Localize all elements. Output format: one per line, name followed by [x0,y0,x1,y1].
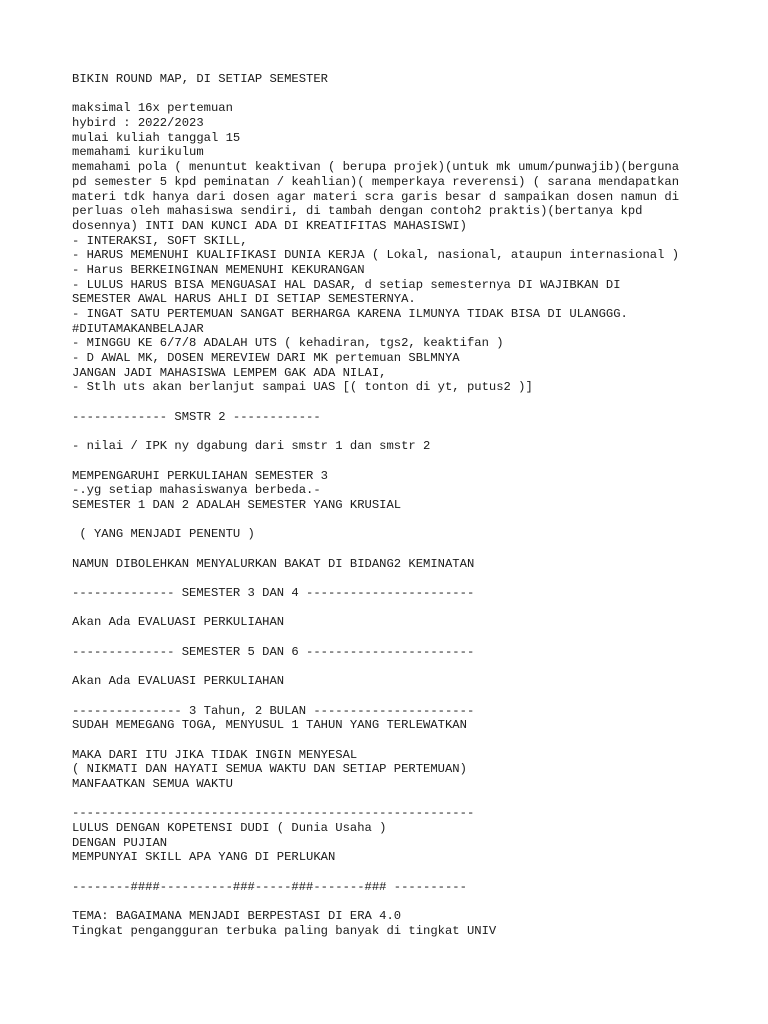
text-line: memahami kurikulum [72,145,204,160]
text-line [72,689,712,704]
text-line [72,792,712,807]
text-line: -------------- SEMESTER 3 DAN 4 ----------------------- [72,586,475,601]
text-line: --------####----------###-----###-------### ---------- [72,879,467,894]
text-line: - LULUS HARUS BISA MENGUASAI HAL DASAR, d setiap semesternya DI WAJIBKAN DI [72,277,621,292]
text-line: TEMA: BAGAIMANA MENJADI BERPESTASI DI ERA 4.0 [72,909,402,924]
text-line: BIKIN ROUND MAP, DI SETIAP SEMESTER [72,72,328,86]
text-line [72,660,712,675]
text-line: -.yg setiap mahasiswanya berbeda.- [72,483,321,498]
text-line: --------------- 3 Tahun, 2 BULAN ---------------------- [72,703,475,718]
text-line [72,425,712,440]
text-line: Akan Ada EVALUASI PERKULIAHAN [72,615,285,630]
text-line: Akan Ada EVALUASI PERKULIAHAN [72,674,285,689]
document-page [72,72,712,939]
text-line: #DIUTAMAKANBELAJAR [72,321,204,336]
text-line: DENGAN PUJIAN [72,835,168,850]
text-line: pd semester 5 kpd peminatan / keahlian)( memperkaya reverensi) ( sarana mendapatkan [72,174,680,189]
text-line [72,542,712,557]
text-line: dosennya) INTI DAN KUNCI ADA DI KREATIFITAS MAHASISWI) [72,218,467,233]
text-line [72,87,712,102]
text-line: - INTERAKSI, SOFT SKILL, [72,233,248,248]
text-line: ------------- SMSTR 2 ------------ [72,409,321,424]
text-line: JANGAN JADI MAHASISWA LEMPEM GAK ADA NILAI, [72,365,387,380]
text-line: MEMPENGARUHI PERKULIAHAN SEMESTER 3 [72,468,328,483]
text-line: MANFAATKAN SEMUA WAKTU [72,777,233,791]
text-line: MAKA DARI ITU JIKA TIDAK INGIN MENYESAL [72,747,358,762]
text-line: ------------------------------------------------------- [72,806,475,821]
text-line: NAMUN DIBOLEHKAN MENYALURKAN BAKAT DI BIDANG2 KEMINATAN [72,556,475,571]
text-line: - D AWAL MK, DOSEN MEREVIEW DARI MK pertemuan SBLMNYA [72,351,460,366]
text-line: memahami pola ( menuntut keaktivan ( berupa projek)(untuk mk umum/punwajib)(berguna [72,160,680,175]
text-line [72,395,712,410]
text-line: - HARUS MEMENUHI KUALIFIKASI DUNIA KERJA ( Lokal, nasional, ataupun internasional ) [72,248,680,263]
text-line: - Harus BERKEINGINAN MEMENUHI KEKURANGAN [72,262,365,277]
text-line: SEMESTER AWAL HARUS AHLI DI SETIAP SEMESTERNYA. [72,292,416,307]
text-line [72,733,712,748]
text-line [72,454,712,469]
text-line: ( NIKMATI DAN HAYATI SEMUA WAKTU DAN SETIAP PERTEMUAN) [72,762,467,777]
text-line: SEMESTER 1 DAN 2 ADALAH SEMESTER YANG KRUSIAL [72,497,402,512]
text-line: mulai kuliah tanggal 15 [72,130,241,145]
text-line [72,513,712,528]
text-line: - Stlh uts akan berlanjut sampai UAS [( tonton di yt, putus2 )] [72,380,533,395]
text-line: ( YANG MENJADI PENENTU ) [72,527,255,542]
text-line: materi tdk hanya dari dosen agar materi scra garis besar d sampaikan dosen namun di [72,189,680,204]
text-line: -------------- SEMESTER 5 DAN 6 ----------------------- [72,644,475,659]
text-line: hybird : 2022/2023 [72,116,204,131]
text-line [72,601,712,616]
text-line: SUDAH MEMEGANG TOGA, MENYUSUL 1 TAHUN YANG TERLEWATKAN [72,718,467,733]
text-line: maksimal 16x pertemuan [72,101,233,116]
text-line: - nilai / IPK ny dgabung dari smstr 1 dan smstr 2 [72,439,431,454]
text-line: perluas oleh mahasiswa sendiri, di tambah dengan contoh2 praktis)(bertanya kpd [72,204,643,219]
text-line: LULUS DENGAN KOPETENSI DUDI ( Dunia Usaha ) [72,821,387,836]
text-line: MEMPUNYAI SKILL APA YANG DI PERLUKAN [72,850,336,865]
text-line [72,865,712,880]
text-line: - INGAT SATU PERTEMUAN SANGAT BERHARGA KARENA ILMUNYA TIDAK BISA DI ULANGGG. [72,307,628,321]
text-line: Tingkat pengangguran terbuka paling banyak di tingkat UNIV [72,923,497,938]
text-line: - MINGGU KE 6/7/8 ADALAH UTS ( kehadiran, tgs2, keaktifan ) [72,336,504,351]
text-line [72,630,712,645]
text-line [72,571,712,586]
text-line [72,895,712,910]
